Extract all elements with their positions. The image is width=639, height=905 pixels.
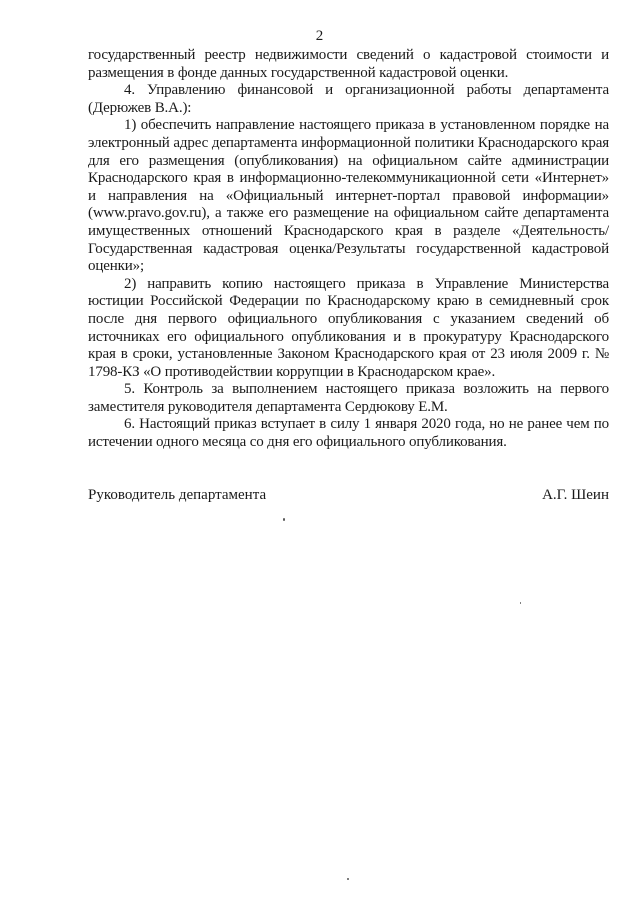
- page-number: 2: [315, 28, 324, 44]
- scan-speck: [347, 878, 349, 880]
- paragraph-item-6: 6. Настоящий приказ вступает в силу 1 января 2020 года, но не ранее чем по истечении одного месяца со дня его официального опубликования.: [88, 416, 609, 451]
- document-body: [88, 47, 609, 452]
- signatory-name: А.Г. Шеин: [542, 487, 609, 503]
- paragraph-item-4: 4. Управлению финансовой и организационной работы департамента (Дерюжев В.А.):: [88, 82, 609, 116]
- paragraph-subitem-1: 1) обеспечить направление настоящего приказа в установленном порядке на электронный адрес департамента информационной политики Краснодарского края для его размещения (опубликования) на официальном сайте администрации Краснодарского края в информационно-телекоммуникационной сети «Интернет» и направления на «Официальный интернет-портал правовой информации» (www.pravo.gov.ru), а также его размещение на официальном сайте департамента имущественных отношений Краснодарского края в разделе «Деятельность/Государственная кадастровая оценка/Результаты государственной кадастровой оценки»;: [88, 117, 609, 275]
- paragraph-subitem-2: 2) направить копию настоящего приказа в Управление Министерства юстиции Российской Федерации по Краснодарскому краю в семидневный срок после дня первого официального опубликования с указанием сведений об источниках его официального опубликования и в прокуратуру Краснодарского края в сроки, установленные Законом Краснодарского края от 23 июля 2009 г. № 1798-КЗ «О противодействии коррупции в Краснодарском крае».: [88, 275, 609, 380]
- paragraph-continuation: государственный реестр недвижимости сведений о кадастровой стоимости и размещения в фонде данных государственной кадастровой оценки.: [88, 47, 609, 81]
- scan-speck: [283, 518, 285, 521]
- signatory-role: Руководитель департамента: [88, 487, 267, 503]
- paragraph-item-5: 5. Контроль за выполнением настоящего приказа возложить на первого заместителя руководителя департамента Сердюкову Е.М.: [88, 381, 609, 415]
- scan-speck: [520, 602, 521, 604]
